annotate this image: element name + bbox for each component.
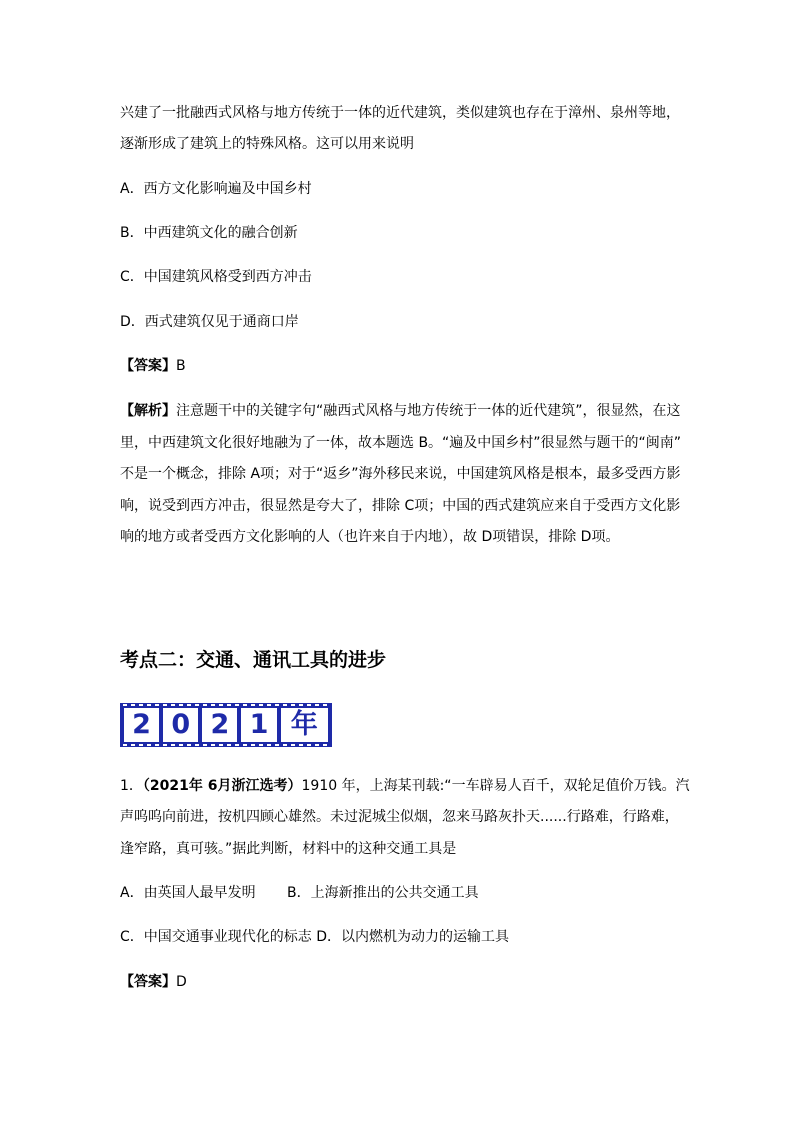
analysis-label: 【解析】: [120, 403, 176, 419]
question-stem: 1910 年，上海某刊载:“一车辟易人百千，双轮足值价万钱。汽: [301, 778, 690, 794]
option-d: D．以内燃机为动力的运输工具: [316, 929, 510, 945]
analysis-line: 里，中西建筑文化很好地融为了一体，故本题选 B。“遍及中国乡村”很显然与题干的“闽南”: [120, 435, 682, 451]
option-b: B．中西建筑文化的融合创新: [120, 225, 298, 241]
option-b: B．上海新推出的公共交通工具: [287, 885, 479, 901]
option-a: A．西方文化影响遍及中国乡村: [120, 181, 312, 197]
analysis-line: 响，说受到西方冲击，很显然是夸大了，排除 C项；中国的西式建筑应来自于受西方文化影: [120, 498, 681, 514]
question-stem-line: 逢窄路，真可骇。”据此判断，材料中的这种交通工具是: [120, 841, 457, 857]
question-number: 1．: [120, 778, 143, 794]
option-d: D．西式建筑仅见于通商口岸: [120, 314, 299, 330]
question-stem-line: 声呜呜向前进，按机四顾心雄然。未过泥城尘似烟，忽来马路灰扑天......行路难，行路难，: [120, 809, 679, 825]
year-char: 0: [163, 708, 198, 742]
answer-label: 【答案】: [120, 358, 176, 374]
analysis-line: 不是一个概念，排除 A项；对于“返乡”海外移民来说，中国建筑风格是根本，最多受西方影: [120, 466, 681, 482]
year-char: 年: [281, 708, 328, 742]
analysis-text: 注意题干中的关键字句“融西式风格与地方传统于一体的近代建筑”，很显然，在这: [176, 403, 681, 419]
option-c: C．中国建筑风格受到西方冲击: [120, 269, 312, 285]
year-char: 2: [202, 708, 237, 742]
answer-value: B: [176, 358, 186, 374]
question-source: （2021年 6月浙江选考）: [142, 778, 302, 794]
year-banner: [120, 703, 332, 747]
question-stem-line: 兴建了一批融西式风格与地方传统于一体的近代建筑，类似建筑也存在于漳州、泉州等地，: [120, 105, 680, 121]
option-a: A．由英国人最早发明: [120, 885, 256, 901]
year-char: 1: [241, 708, 276, 742]
option-c: C．中国交通事业现代化的标志: [120, 929, 312, 945]
answer-value: D: [176, 974, 187, 990]
analysis-line: 响的地方或者受西方文化影响的人（也许来自于内地），故 D项错误，排除 D项。: [120, 529, 620, 545]
year-char: 2: [124, 708, 159, 742]
answer-line: [120, 357, 186, 375]
question-1-first-line: [120, 777, 690, 795]
answer-label: 【答案】: [120, 974, 176, 990]
analysis-line: [120, 402, 681, 420]
options-c-d-line: [120, 928, 509, 946]
question-stem-line: 逐渐形成了建筑上的特殊风格。这可以用来说明: [120, 136, 414, 152]
section-heading: 考点二：交通、通讯工具的进步: [120, 649, 387, 671]
answer-line: [120, 973, 187, 991]
